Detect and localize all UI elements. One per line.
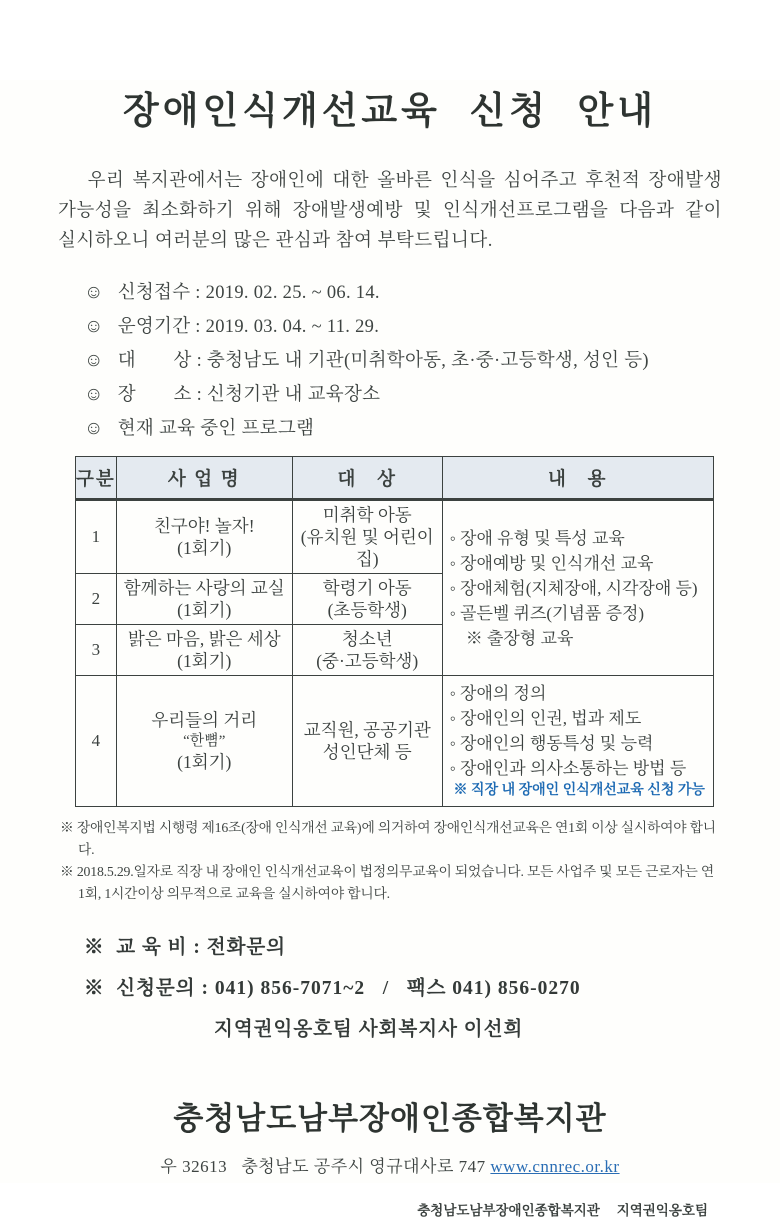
document-page	[0, 80, 780, 1218]
info-item-place	[84, 382, 780, 408]
program-session-line: (1회기)	[177, 600, 232, 620]
page-title: 장애인식개선교육 신청 안내	[122, 90, 658, 131]
smiley-icon: ☺	[84, 384, 104, 405]
table-row	[76, 500, 714, 574]
program-name-cell	[116, 574, 292, 625]
program-table	[75, 456, 714, 807]
info-item-text: 현재 교육 중인 프로그램	[117, 419, 315, 439]
content-cell-group2	[442, 676, 713, 807]
contact-person-line: 지역권익옹호팀 사회복지사 이선희	[214, 1019, 524, 1040]
program-session-line: (1회기)	[177, 752, 232, 772]
info-item-operation-period	[84, 314, 780, 340]
address-text: 우 32613 충청남도 공주시 영규대사로 747	[160, 1157, 491, 1176]
program-name-cell	[116, 500, 292, 574]
smiley-icon: ☺	[84, 282, 104, 303]
footnote-mandatory-education: ※ 2018.5.29.일자로 직장 내 장애인 인식개선교육이 법정의무교육이 되었습니다. 모든 사업주 및 모든 근로자는 연 1회, 1시간이상 의무적으로 교육을 실시하여야 합니다.	[60, 864, 714, 901]
row-number: 3	[76, 625, 117, 676]
target-cell	[292, 676, 442, 807]
smiley-icon: ☺	[84, 350, 104, 371]
program-session-line: (1회기)	[177, 651, 232, 671]
target-line: (초등학생)	[327, 600, 407, 620]
footnote-legal-basis: ※ 장애인복지법 시행령 제16조(장애 인식개선 교육)에 의거하여 장애인식개선교육은 연1회 이상 실시하여야 합니다.	[60, 820, 716, 857]
program-name-line: 친구야! 놀자!	[153, 516, 255, 536]
target-line: 청소년	[341, 629, 393, 649]
row-number: 2	[76, 574, 117, 625]
info-item-text: 대 상 : 충청남도 내 기관(미취학아동, 초·중·고등학생, 성인 등)	[117, 351, 649, 371]
website-link[interactable]: www.cnnrec.or.kr	[490, 1157, 620, 1176]
smiley-icon: ☺	[84, 418, 104, 439]
inquiry-phone-line: ※ 신청문의 : 041) 856-7071~2 / 팩스 041) 856-0270	[84, 978, 581, 999]
target-line: 미취학 아동	[322, 505, 412, 525]
content-line: ◦ 장애의 정의	[449, 684, 547, 703]
table-row	[76, 676, 714, 807]
program-name-cell	[116, 676, 292, 807]
content-line: ◦ 장애체험(지체장애, 시각장애 등)	[449, 578, 698, 598]
program-name-line: 함께하는 사랑의 교실	[123, 578, 285, 598]
info-item-target	[84, 348, 780, 374]
workplace-education-notice: ※ 직장 내 장애인 인식개선교육 신청 가능	[453, 783, 705, 798]
program-name-cell	[116, 625, 292, 676]
program-name-line: 밝은 마음, 밝은 세상	[127, 629, 281, 649]
program-name-line: 우리들의 거리	[151, 710, 258, 730]
table-header-row	[76, 457, 714, 500]
footer-team-line: 충청남도남부장애인종합복지관 지역권익옹호팀	[417, 1203, 708, 1218]
target-line: (중·고등학생)	[316, 651, 419, 671]
info-item-application-period	[84, 280, 780, 306]
target-line: 교직원, 공공기관	[303, 720, 431, 740]
target-line: 학령기 아동	[322, 578, 412, 598]
program-session-line: (1회기)	[177, 538, 232, 558]
content-note: ※ 출장형 교육	[465, 628, 574, 648]
column-header-target: 대 상	[292, 457, 442, 500]
contact-block	[84, 931, 780, 1041]
target-cell	[292, 625, 442, 676]
info-item-text: 신청접수 : 2019. 02. 25. ~ 06. 14.	[117, 283, 380, 303]
content-line: ◦ 장애인과 의사소통하는 방법 등	[449, 759, 687, 778]
content-cell-group1	[442, 500, 713, 676]
footnotes	[60, 817, 780, 905]
target-line: 성인단체 등	[322, 742, 412, 762]
info-list	[84, 280, 780, 442]
program-subtitle-line: “한뼘”	[183, 733, 226, 749]
target-line: (유치원 및 어린이집)	[300, 527, 434, 569]
organization-address	[0, 1152, 780, 1177]
content-line: ◦ 장애 유형 및 특성 교육	[449, 528, 625, 548]
intro-paragraph: 우리 복지관에서는 장애인에 대한 올바른 인식을 심어주고 후천적 장애발생 가능성을 최소화하기 위해 장애발생예방 및 인식개선프로그램을 다음과 같이 실시하오니 여러분의 많은 관심과 참여 부탁드립니다.	[58, 171, 722, 251]
info-item-current-programs	[84, 416, 780, 442]
info-item-text: 장 소 : 신청기관 내 교육장소	[117, 385, 381, 405]
column-header-content: 내 용	[442, 457, 713, 500]
content-line: ◦ 장애예방 및 인식개선 교육	[449, 553, 654, 573]
row-number: 4	[76, 676, 117, 807]
education-fee-line: ※ 교 육 비 : 전화문의	[84, 937, 287, 958]
content-line: ◦ 장애인의 행동특성 및 능력	[449, 734, 654, 753]
row-number: 1	[76, 500, 117, 574]
info-item-text: 운영기간 : 2019. 03. 04. ~ 11. 29.	[117, 317, 380, 337]
target-cell	[292, 500, 442, 574]
column-header-program: 사 업 명	[116, 457, 292, 500]
content-line: ◦ 장애인의 인권, 법과 제도	[449, 709, 642, 728]
target-cell	[292, 574, 442, 625]
content-line: ◦ 골든벨 퀴즈(기념품 증정)	[449, 603, 645, 623]
organization-name: 충청남도남부장애인종합복지관	[173, 1101, 607, 1136]
column-header-no: 구분	[76, 457, 117, 500]
smiley-icon: ☺	[84, 316, 104, 337]
